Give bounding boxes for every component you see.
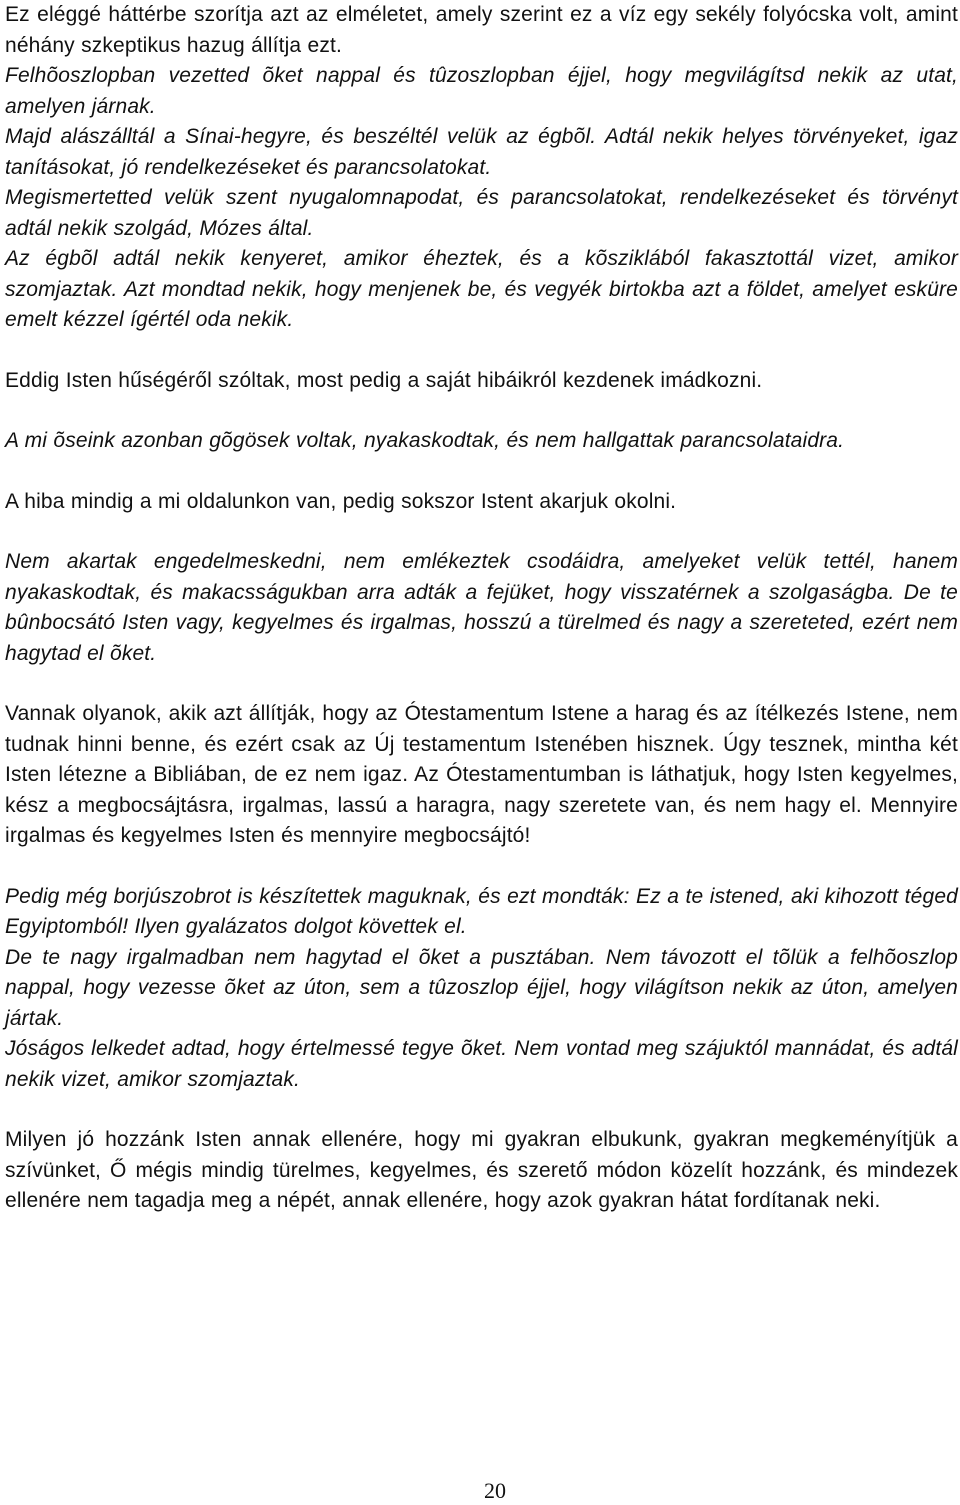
paragraph-gap (5, 336, 958, 366)
paragraph-gap (5, 852, 958, 882)
page-number: 20 (484, 1478, 506, 1503)
paragraph (5, 882, 958, 943)
paragraph (5, 122, 958, 183)
italic-text: Megismertetted velük szent nyugalomnapodat, és parancsolatokat, rendelkezéseket és törvényt adtál nekik szolgád, Mózes által. (5, 186, 958, 240)
paragraph (5, 366, 958, 397)
paragraph (5, 699, 958, 852)
paragraph-gap (5, 396, 958, 426)
paragraph (5, 487, 958, 518)
paragraph (5, 1125, 958, 1217)
document-page (5, 0, 958, 1217)
body-text: Eddig Isten hűségéről szóltak, most pedig a saját hibáikról kezdenek imádkozni. (5, 368, 763, 392)
italic-text: Felhõoszlopban vezetted õket nappal és tûzoszlopban éjjel, hogy megvilágítsd nekik az utat, amelyen járnak. (5, 64, 958, 118)
paragraph (5, 183, 958, 244)
italic-text: A mi õseink azonban gõgösek voltak, nyakaskodtak, és nem hallgattak parancsolataidra. (5, 429, 845, 452)
paragraph-gap (5, 457, 958, 487)
body-text: Vannak olyanok, akik azt állítják, hogy az Ótestamentum Istene a harag és az ítélkezés Istene, nem tudnak hinni benne, és ezért csak az Új testamentum Istenében hisznek. Úgy tesznek, mintha két Isten létezne a Bibliában, de ez nem igaz. Az Ótestamentumban is láthatjuk, hogy Isten kegyelmes, kész a megbocsájtásra, irgalmas, lassú a haragra, nagy szeretete van, és nem hagy el. Mennyire irgalmas és kegyelmes Isten és mennyire megbocsájtó! (5, 702, 958, 847)
paragraph (5, 1034, 958, 1095)
paragraph (5, 244, 958, 336)
paragraph (5, 0, 958, 61)
paragraph-gap (5, 669, 958, 699)
paragraph (5, 61, 958, 122)
italic-text: Pedig még borjúszobrot is készítettek maguknak, és ezt mondták: Ez a te istened, aki kihozott téged Egyiptomból! Ilyen gyalázatos dolgot követtek el. (5, 884, 958, 938)
italic-text: Az égbõl adtál nekik kenyeret, amikor éheztek, és a kõsziklából fakasztottál vizet, amikor szomjaztak. Azt mondtad nekik, hogy menjenek be, és vegyék birtokba azt a földet, amelyet esküre emelt kézzel ígértél oda nekik. (5, 247, 958, 331)
body-text: A hiba mindig a mi oldalunkon van, pedig sokszor Istent akarjuk okolni. (5, 489, 677, 513)
paragraph-gap (5, 1095, 958, 1125)
paragraph (5, 426, 958, 457)
italic-text: Nem akartak engedelmeskedni, nem emlékeztek csodáidra, amelyeket velük tettél, hanem nyakaskodtak, és makacsságukban arra adták a fejüket, hogy visszatérnek a szolgaságba. De te bûnbocsátó Isten vagy, kegyelmes és irgalmas, hosszú a türelmed és nagy a szereteted, ezért nem hagytad el õket. (5, 550, 958, 665)
paragraph (5, 547, 958, 669)
italic-text: Majd alászálltál a Sínai-hegyre, és beszéltél velük az égbõl. Adtál nekik helyes törvényeket, igaz tanításokat, jó rendelkezéseket és parancsolatokat. (5, 125, 958, 179)
paragraph-gap (5, 517, 958, 547)
body-text: Milyen jó hozzánk Isten annak ellenére, hogy mi gyakran elbukunk, gyakran megkeményítjük a szívünket, Ő mégis mindig türelmes, kegyelmes, és szerető módon közelít hozzánk, és mindezek ellenére nem tagadja meg a népét, annak ellenére, hogy azok gyakran hátat fordítanak neki. (5, 1128, 958, 1212)
italic-text: De te nagy irgalmadban nem hagytad el õket a pusztában. Nem távozott el tõlük a felhõoszlop nappal, hogy vezesse õket az úton, sem a tûzoszlop éjjel, hogy világítson nekik az úton, amelyen jártak. (5, 945, 958, 1030)
body-text: Ez eléggé háttérbe szorítja azt az elméletet, amely szerint ez a víz egy sekély folyócska volt, amint néhány szkeptikus hazug állítja ezt. (5, 3, 958, 57)
paragraph (5, 943, 958, 1035)
italic-text: Jóságos lelkedet adtad, hogy értelmessé tegye õket. Nem vontad meg szájuktól mannádat, és adtál nekik vizet, amikor szomjaztak. (5, 1037, 958, 1091)
